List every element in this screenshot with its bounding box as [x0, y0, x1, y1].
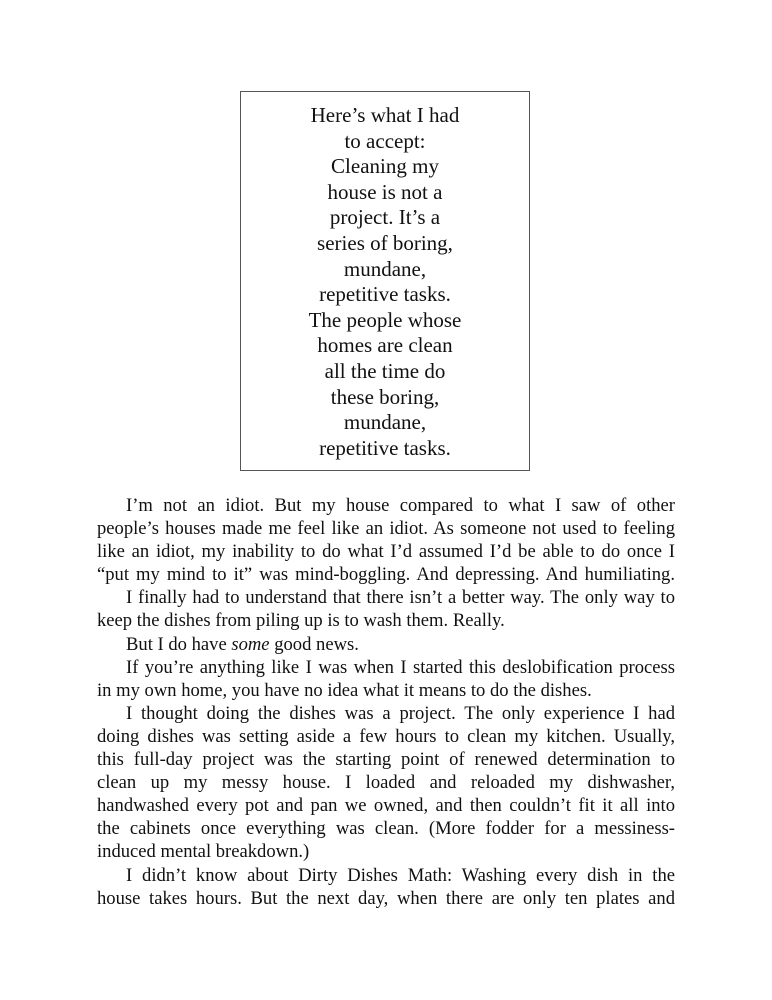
text-line: I thought doing the dishes was a project. The only experience I had — [126, 702, 675, 724]
pull-quote-line: The people whose — [308, 307, 462, 332]
paragraph-3 — [97, 633, 675, 656]
text-line: I didn’t know about Dirty Dishes Math: Washing every dish in the — [126, 864, 675, 886]
pull-quote-box — [240, 91, 530, 471]
text-line: clean up my messy house. I loaded and reloaded my dishwasher, — [97, 772, 675, 794]
text-line: in my own home, you have no idea what it means to do the dishes. — [97, 679, 592, 701]
pull-quote-line: to accept: — [344, 128, 426, 153]
text-line: doing dishes was setting aside a few hours to clean my kitchen. Usually, — [97, 725, 675, 747]
text-line — [97, 633, 675, 656]
text-line: handwashed every pot and pan we owned, and then couldn’t fit it all into — [97, 795, 675, 817]
text-line: keep the dishes from piling up is to wash them. Really. — [97, 610, 505, 632]
paragraph-4 — [97, 656, 675, 702]
text-line: I finally had to understand that there isn’t a better way. The only way to — [126, 587, 675, 609]
body-text — [97, 494, 675, 910]
paragraph-2 — [97, 586, 675, 632]
text-line: I’m not an idiot. But my house compared to what I saw of other — [126, 495, 675, 516]
text-line: “put my mind to it” was mind-boggling. And depressing. And humiliating. — [97, 564, 675, 586]
pull-quote-line: these boring, — [330, 384, 440, 409]
paragraph-6 — [97, 864, 675, 910]
text-line: people’s houses made me feel like an idiot. As someone not used to feeling — [97, 518, 675, 540]
pull-quote-line: all the time do — [324, 358, 446, 383]
pull-quote-line: repetitive tasks. — [319, 435, 451, 460]
text-line: If you’re anything like I was when I started this deslobification process — [126, 656, 675, 678]
paragraph-1 — [97, 494, 675, 586]
pull-quote-line: Here’s what I had — [310, 103, 460, 127]
text-run: But I do have — [126, 633, 232, 655]
text-line: the cabinets once everything was clean. (More fodder for a messiness- — [97, 818, 675, 840]
text-line: house takes hours. But the next day, when there are only ten plates and — [97, 887, 675, 909]
text-run: good news. — [269, 633, 359, 655]
pull-quote-line: homes are clean — [317, 333, 453, 358]
pull-quote-line: repetitive tasks. — [319, 282, 451, 307]
text-line: this full-day project was the starting point of renewed determination to — [97, 749, 675, 771]
text-line: like an idiot, my inability to do what I’d assumed I’d be able to do once I — [97, 541, 675, 563]
text-line: induced mental breakdown.) — [97, 841, 310, 863]
pull-quote-line: mundane, — [343, 256, 427, 281]
paragraph-5 — [97, 702, 675, 864]
pull-quote-line: project. It’s a — [329, 205, 441, 230]
pull-quote-line: series of boring, — [317, 230, 453, 255]
pull-quote-line: mundane, — [343, 410, 427, 435]
pull-quote-line: Cleaning my — [331, 154, 439, 179]
pull-quote-line: house is not a — [327, 179, 443, 204]
emphasis-word: some — [231, 633, 270, 655]
